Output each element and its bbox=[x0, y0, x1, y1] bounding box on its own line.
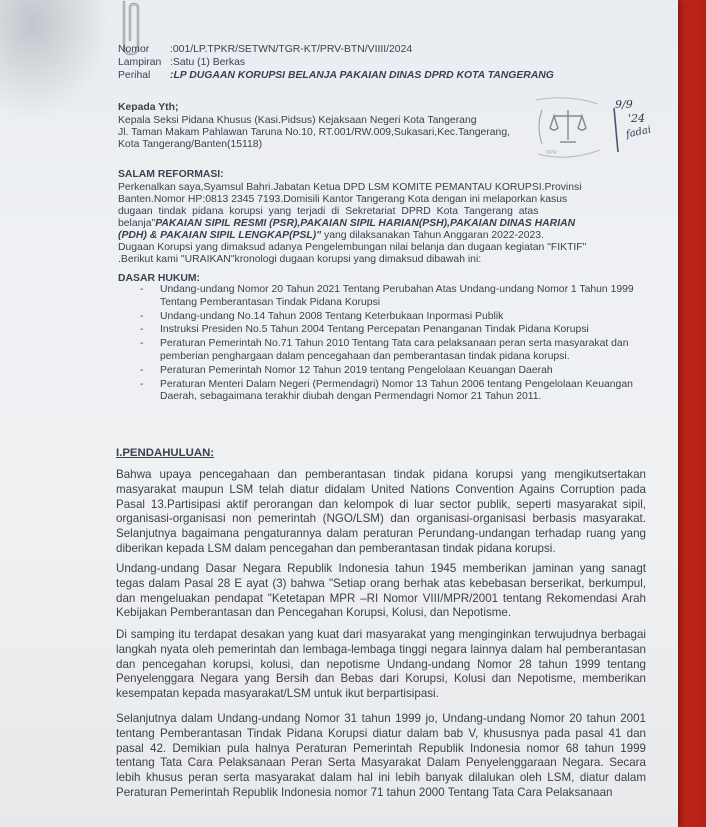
salam-line: Perkenalkan saya,Syamsul Bahri.Jabatan Ketua DPD LSM KOMITE PEMANTAU KORUPSI.Provinsi bbox=[118, 182, 582, 193]
salam-line: (PDH) & PAKAIAN SIPIL LENGKAP(PSL)" yang dilaksanakan Tahun Anggaran 2022-2023. bbox=[118, 230, 544, 241]
list-item: - Instruksi Presiden No.5 Tahun 2004 Tentang Percepatan Penanganan Tindak Pidana Korupsi bbox=[140, 324, 589, 336]
list-item: - Peraturan Pemerintah No.71 Tahun 2010 Tentang Tata cara pelaksanaan peran serta masyarakat dan pemberian penghargaan dalam pencegahaan dan pemberantasan tindak pidana korupsi. bbox=[140, 338, 629, 362]
recipient-line: Kota Tangerang/Banten(15118) bbox=[118, 139, 263, 150]
salam-line: Dugaan Korupsi yang dimaksud adanya Pengelembungan nilai belanja dan dugaan kegiatan "FIKTIF" bbox=[118, 242, 587, 253]
salam-line: dugaan tindak pidana korupsi yang terjadi di Sekretariat DPRD Kota Tangerang atas bbox=[118, 206, 539, 217]
handwritten-date: 9/9 bbox=[615, 98, 633, 111]
nomor-value: :001/LP.TPKR/SETWN/TGR-KT/PRV-BTN/VIIII/2024 bbox=[170, 44, 413, 55]
perihal-label: Perihal bbox=[118, 70, 151, 81]
handwritten-signature-text: fadai bbox=[625, 124, 653, 141]
paragraph: Selanjutnya dalam Undang-undang Nomor 31 tahun 1999 jo, Undang-undang Nomor 20 tahun 2001 tentang Pemberantasan Tindak Pidana Korupsi diatur dalam bab V, khususnya pada pasal 41 dan pasal 42. Demikian pula halnya Peraturan Pemerintah Republik Indonesia nomor 68 tahun 1999 tentang Tata Cara Pelaksanaan Peran Serta Masyarakat Dalam Penyelenggaraan Negara. Secara lebih khusus peran serta masyarakat dalam hal ini lebih banyak dilalukan oleh LSM, diatur dalam Peraturan Pemerintah Republik Indonesia nomor 71 tahun 2000 Tentang Tata Cara Pelaksanaan bbox=[116, 712, 646, 799]
perihal-value: :LP DUGAAN KORUPSI BELANJA PAKAIAN DINAS DPRD KOTA TANGERANG bbox=[170, 70, 554, 81]
lampiran-label: Lampiran bbox=[118, 57, 162, 68]
paragraph: Bahwa upaya pencegahaan dan pemberantasan tindak pidana korupsi yang mengikutsertakan masyarakat maupun LSM telah diatur didalam United Nations Convention Agains Corruption pada Pasal 13.Partisipasi aktif perorangan dan kelompok di luar sector publik, seperti masyarakat sipil, organisasi-organisasi non pemerintah (NGO/LSM) dan organisasi-organisasi berbasis masyarakat. Selanjutnya bagaimana pengaturannya dalam peraturan Perundang-undangan terhadap ruang yang diberikan kepada LSM dalam pencegahan dan pemberantasan tindak pidana korupsi. bbox=[116, 468, 646, 555]
lampiran-row bbox=[118, 57, 245, 69]
list-item: - Peraturan Pemerintah Nomor 12 Tahun 2019 tentang Pengelolaan Keuangan Daerah bbox=[140, 364, 553, 376]
recipient-greeting: Kepada Yth; bbox=[118, 102, 179, 113]
recipient-line: Jl. Taman Makam Pahlawan Taruna No.10, RT.001/RW.009,Sukasari,Kec.Tangerang, bbox=[118, 127, 510, 138]
nomor-label: Nomor bbox=[118, 44, 150, 55]
dasar-hukum-title: DASAR HUKUM: bbox=[118, 273, 200, 284]
list-item: - Peraturan Menteri Dalam Negeri (Permendagri) Nomor 13 Tahun 2006 tentang Pengelolaan Keuangan Daerah, sebagaimana terakhir diubah dengan Permendagri Nomor 21 Tahun 2011. bbox=[140, 378, 633, 403]
perihal-row bbox=[118, 70, 554, 82]
salam-line: Banten.Nomor HP:0813 2345 7193.Domisili Kantor Tangerang Kota dengan ini melaporkan kasus bbox=[118, 194, 568, 205]
salam-line: .Berikut kami "URAIKAN"kronologi dugaan korupsi yang dimaksud dibawah ini: bbox=[118, 254, 482, 265]
recipient-line: Kepala Seksi Pidana Khusus (Kasi.Pidsus) Kejaksaan Negeri Kota Tangerang bbox=[118, 115, 477, 126]
pendahuluan-title: I.PENDAHULUAN: bbox=[116, 447, 215, 459]
handwritten-year: '24 bbox=[628, 112, 646, 125]
svg-text:MPR: MPR bbox=[546, 150, 557, 156]
lampiran-value: :Satu (1) Berkas bbox=[170, 57, 246, 68]
paragraph: Undang-undang Dasar Negara Republik Indonesia tahun 1945 memberikan jaminan yang sanagt tegas dalam Pasal 28 E ayat (3) bahwa "Setiap orang berhak atas kebebasan berserikat, berkumpul, dan mengeluakan pendapat "Ketetapan MPR –RI Nomor VIII/MPR/2001 tentang Rekomendasi Arah Kebijakan Pemberantasan dan Pencegahan Korupsi, Kolusi, dan Nepotisme. bbox=[116, 562, 646, 620]
salam-line: belanja"PAKAIAN SIPIL RESMI (PSR),PAKAIAN SIPIL HARIAN(PSH),PAKAIAN DINAS HARIAN bbox=[118, 218, 576, 229]
salam-title: SALAM REFORMASI: bbox=[118, 169, 224, 180]
paragraph: Di samping itu terdapat desakan yang kuat dari masyarakat yang menginginkan terwujudnya berbagai langkah nyata oleh pemerintah dan lembaga-lembaga tinggi negara lainnya dalam hal pemberantasan dan pencegahan korupsi, kolusi, dan nepotisme Undang-undang Nomor 28 tahun 1999 tentang Penyelenggara Negara yang Bersih dan Bebas dari Korupsi, Kolusi dan Nepotisme, memberikan kesempatan kepada masyarakat/LSM untuk ikut berpartisipasi. bbox=[116, 628, 646, 701]
dasar-hukum-list bbox=[140, 284, 640, 405]
list-item: - Undang-undang No.14 Tahun 2008 Tentang Keterbukaan Inpormasi Publik bbox=[140, 310, 504, 322]
list-item: - Undang-undang Nomor 20 Tahun 2021 Tentang Perubahan Atas Undang-undang Nomor 1 Tahun 1999 Tentang Pemberantasan Tindak Pidana Korupsi bbox=[140, 284, 634, 308]
nomor-row bbox=[118, 44, 412, 56]
